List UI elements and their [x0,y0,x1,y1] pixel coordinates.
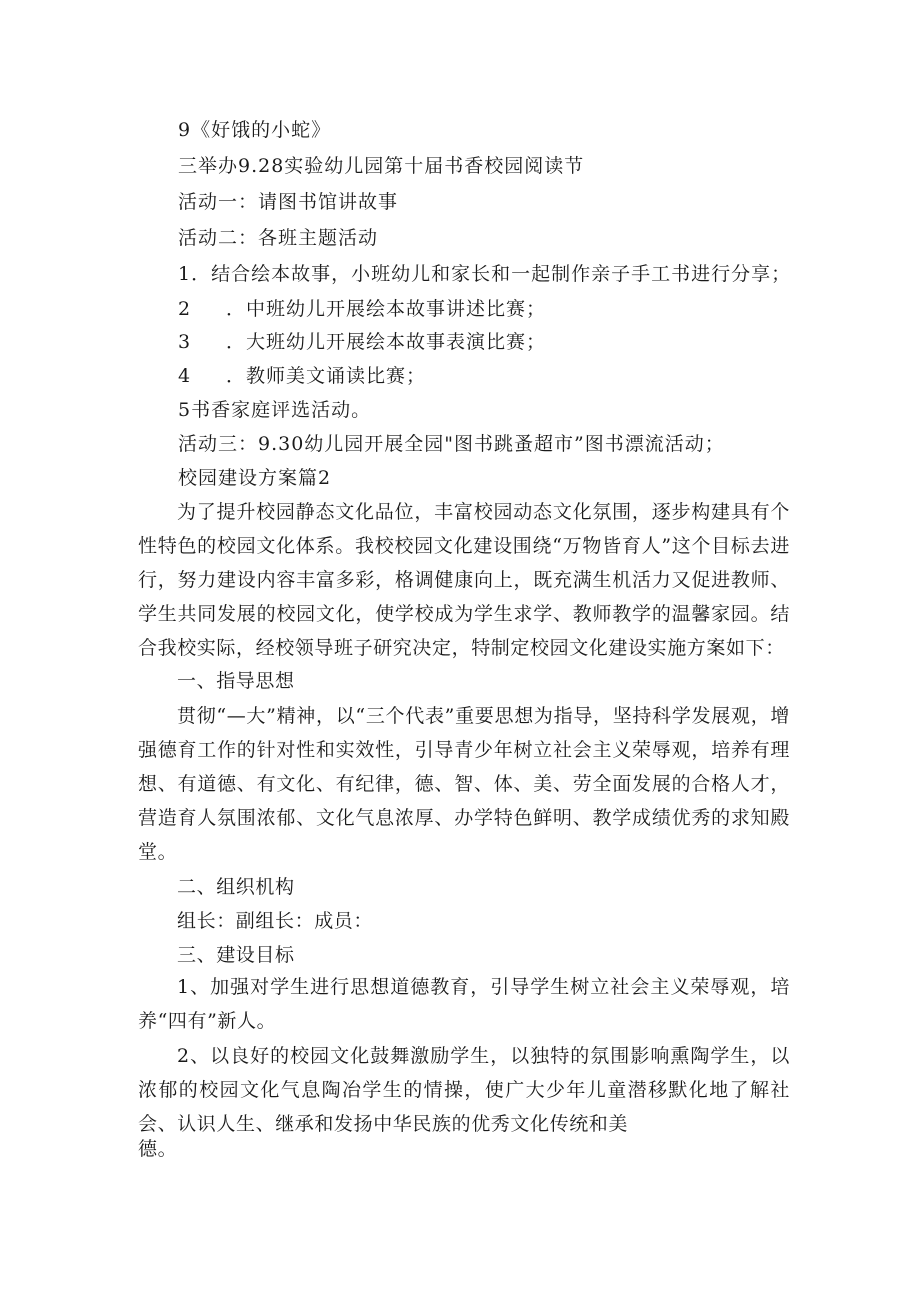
item-text: ．教师美文诵读比赛； [226,365,427,387]
activity-three: 活动三：9.30幼儿园开展全园"图书跳蚤超市”图书漂流活动； [178,433,725,455]
activity-one: 活动一：请图书馆讲故事 [178,191,399,213]
item-number: 4 [178,365,192,387]
activity-two-item-1: 1．结合绘本故事，小班幼儿和家长和一起制作亲子手工书进行分享； [178,263,792,285]
goal-item-1: 1、加强对学生进行思想道德教育，引导学生树立社会主义荣辱观，培养“四有”新人。 [138,976,790,1032]
activity-two-item-2 [178,297,546,321]
item-number: 2 [178,298,192,320]
goal-item-2-text: 2、以良好的校园文化鼓舞激励学生，以独特的氛围影响熏陶学生，以浓郁的校园文化气息陶冶学生的情操，使广大少年儿童潜移默化地了解社会、认识人生、继承和发扬中华民族的优秀文化传统和美 [138,1045,790,1135]
activity-two: 活动二：各班主题活动 [178,227,379,249]
intro-paragraph: 为了提升校园静态文化品位，丰富校园动态文化氛围，逐步构建具有个性特色的校园文化体系。我校校园文化建设围绕“万物皆育人”这个目标去进行，努力建设内容丰富多彩，格调健康向上，既充满生机活力又促进教师、学生共同发展的校园文化，使学校成为学生求学、教师教学的温馨家园。结合我校实际，经校领导班子研究决定，特制定校园文化建设实施方案如下： [138,501,790,659]
section-heading-guiding-thought: 一、指导思想 [177,670,295,692]
article-title: 校园建设方案篇2 [178,467,332,489]
organization-members: 组长：副组长：成员： [177,910,374,932]
list-item-book-9: 9《好饿的小蛇》 [178,119,332,141]
activity-two-item-3 [178,330,546,354]
section-heading-reading-festival: 三举办9.28实验幼儿园第十届书香校园阅读节 [178,155,585,177]
goal-item-2-end: 德。 [138,1138,178,1160]
guiding-thought-paragraph: 贯彻“—大”精神，以“三个代表”重要思想为指导，坚持科学发展观，增强德育工作的针对性和实效性，引导青少年树立社会主义荣辱观，培养有理想、有道德、有文化、有纪律，德、智、体、美、劳全面发展的合格人才，营造育人氛围浓郁、文化气息浓厚、办学特色鲜明、教学成绩优秀的求知殿堂。 [138,705,790,863]
section-heading-goals: 三、建设目标 [177,944,295,966]
goal-item-2 [138,1039,790,1141]
activity-two-item-4 [178,364,426,388]
section-heading-organization: 二、组织机构 [177,876,295,898]
activity-two-item-5: 5书香家庭评选活动。 [178,399,372,421]
item-text: ．大班幼儿开展绘本故事表演比赛； [226,331,547,353]
item-number: 3 [178,331,192,353]
item-text: ．中班幼儿开展绘本故事讲述比赛； [226,298,547,320]
